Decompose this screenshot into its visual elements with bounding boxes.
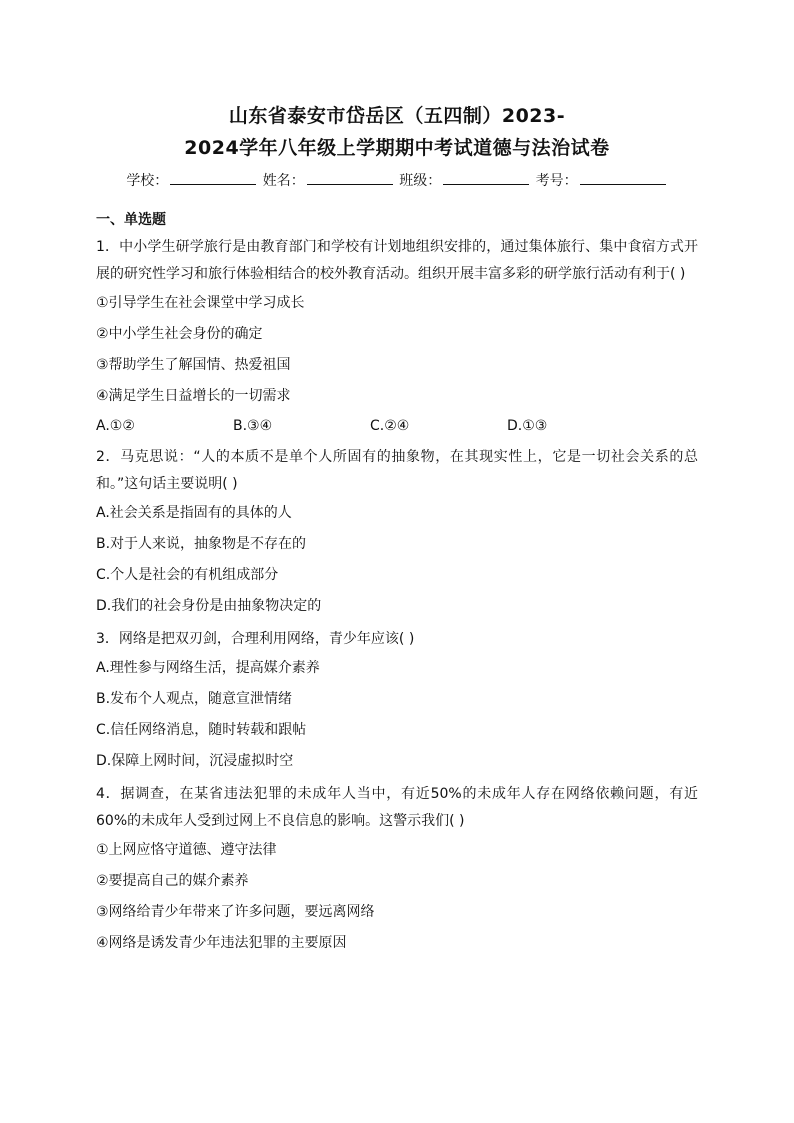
statement-item: ③帮助学生了解国情、热爱祖国 bbox=[96, 357, 291, 373]
option-a: A.理性参与网络生活，提高媒介素养 bbox=[96, 660, 320, 676]
exam-title-line-2: 2024学年八年级上学期期中考试道德与法治试卷 bbox=[184, 137, 610, 159]
question-3 bbox=[96, 626, 698, 777]
question-stem: 3．网络是把双刃剑，合理利用网络，青少年应该( ) bbox=[96, 631, 415, 647]
option-d: D.我们的社会身份是由抽象物决定的 bbox=[96, 598, 322, 614]
class-label: 班级： bbox=[399, 173, 442, 189]
option-c: C.②④ bbox=[370, 418, 410, 434]
question-stem: 1．中小学生研学旅行是由教育部门和学校有计划地组织安排的，通过集体旅行、集中食宿方式开展的研究性学习和旅行体验相结合的校外教育活动。组织开展丰富多彩的研学旅行活动有利于( ) bbox=[96, 239, 698, 282]
exam-number-label: 考号： bbox=[535, 173, 578, 189]
statement-item: ②要提高自己的媒介素养 bbox=[96, 873, 249, 889]
exam-title-line-1: 山东省泰安市岱岳区（五四制）2023- bbox=[228, 105, 566, 127]
statement-item: ①引导学生在社会课堂中学习成长 bbox=[96, 295, 305, 311]
option-c: C.信任网络消息，随时转载和跟帖 bbox=[96, 722, 307, 738]
option-a: A.①② bbox=[96, 418, 135, 434]
statement-item: ④网络是诱发青少年违法犯罪的主要原因 bbox=[96, 935, 347, 951]
option-c: C.个人是社会的有机组成部分 bbox=[96, 567, 279, 583]
statement-item: ②中小学生社会身份的确定 bbox=[96, 326, 263, 342]
option-b: B.对于人来说，抽象物是不存在的 bbox=[96, 536, 307, 552]
question-1 bbox=[96, 234, 698, 440]
option-d: D.①③ bbox=[507, 418, 548, 434]
question-4 bbox=[96, 781, 698, 959]
statement-item: ④满足学生日益增长的一切需求 bbox=[96, 388, 291, 404]
option-a: A.社会关系是指固有的具体的人 bbox=[96, 505, 292, 521]
question-stem: 2．马克思说：“人的本质不是单个人所固有的抽象物，在其现实性上，它是一切社会关系的总和。”这句话主要说明( ) bbox=[96, 449, 698, 492]
option-b: B.发布个人观点，随意宣泄情绪 bbox=[96, 691, 293, 707]
statement-item: ③网络给青少年带来了许多问题，要远离网络 bbox=[96, 904, 375, 920]
option-d: D.保障上网时间，沉浸虚拟时空 bbox=[96, 753, 294, 769]
student-info-line bbox=[96, 170, 698, 192]
question-2 bbox=[96, 444, 698, 622]
name-label: 姓名： bbox=[262, 173, 305, 189]
exam-number-blank bbox=[580, 170, 666, 185]
section-title: 一、单选题 bbox=[96, 212, 166, 228]
option-b: B.③④ bbox=[233, 418, 273, 434]
name-blank bbox=[307, 170, 393, 185]
class-blank bbox=[443, 170, 529, 185]
school-blank bbox=[170, 170, 256, 185]
school-label: 学校： bbox=[126, 173, 169, 189]
options-row bbox=[96, 412, 698, 440]
statement-item: ①上网应恪守道德、遵守法律 bbox=[96, 842, 277, 858]
question-stem: 4．据调查，在某省违法犯罪的未成年人当中，有近50%的未成年人存在网络依赖问题，有近60%的未成年人受到过网上不良信息的影响。这警示我们( ) bbox=[96, 786, 698, 829]
